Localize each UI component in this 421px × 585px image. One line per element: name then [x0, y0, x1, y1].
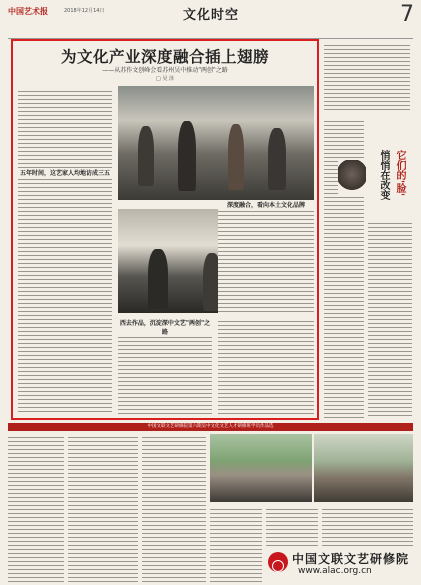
seal-icon — [268, 552, 288, 572]
text-column-4 — [218, 204, 314, 314]
photo-figure — [138, 126, 154, 186]
text-column-3 — [218, 318, 314, 414]
page-number: 7 — [400, 2, 414, 27]
watermark-url: www.alac.org.cn — [298, 566, 372, 576]
right-column-a — [324, 42, 410, 112]
section-title-3: 西去作品，沉淀深中文艺"两创"之路 — [119, 320, 211, 336]
bottom-column-3 — [142, 434, 206, 584]
photo-figure — [268, 128, 286, 190]
bottom-column-5 — [266, 506, 318, 546]
right-column-c — [368, 220, 412, 418]
photo-figure — [148, 249, 168, 309]
bottom-photo-1 — [210, 434, 312, 502]
masthead — [8, 4, 413, 39]
watermark-title: 中国文联文艺研修院 — [292, 552, 410, 566]
section-title: 文化时空 — [183, 8, 240, 23]
article-photo-1 — [118, 86, 314, 200]
right-column-illustration — [338, 160, 366, 196]
article-byline: □ 吴 泽 — [156, 76, 174, 82]
feature-vertical-title-2: 悄悄在改变 — [378, 150, 389, 200]
feature-vertical-title-1: 它们的'脸' — [394, 150, 405, 197]
bottom-column-2 — [68, 434, 138, 584]
bottom-photo-2 — [314, 434, 413, 502]
section-title-2: 深度融合，看向本土文化品牌 — [218, 200, 314, 209]
bottom-column-4 — [210, 506, 262, 584]
photo-figure — [228, 124, 244, 190]
article-subhead: ——从苏作文创峰会看苏州吴中推动"两创"之路 — [102, 67, 228, 74]
photo-figure — [178, 121, 196, 191]
issue-date: 2018年12月14日 — [64, 8, 105, 14]
paper-name: 中国艺术报 — [8, 7, 48, 16]
text-column-1 — [18, 88, 112, 414]
watermark — [268, 548, 416, 582]
bottom-column-1 — [8, 434, 64, 584]
bottom-band — [8, 423, 413, 431]
section-title-1: 五年时间，这艺家人均地访成三五 — [19, 170, 110, 177]
article-headline: 为文化产业深度融合插上翅膀 — [60, 47, 269, 66]
bottom-column-6 — [322, 506, 413, 546]
bottom-band-text: 中国文联文艺研修院第六期吴中文化文艺人才研修班学员作品选 — [147, 424, 274, 429]
